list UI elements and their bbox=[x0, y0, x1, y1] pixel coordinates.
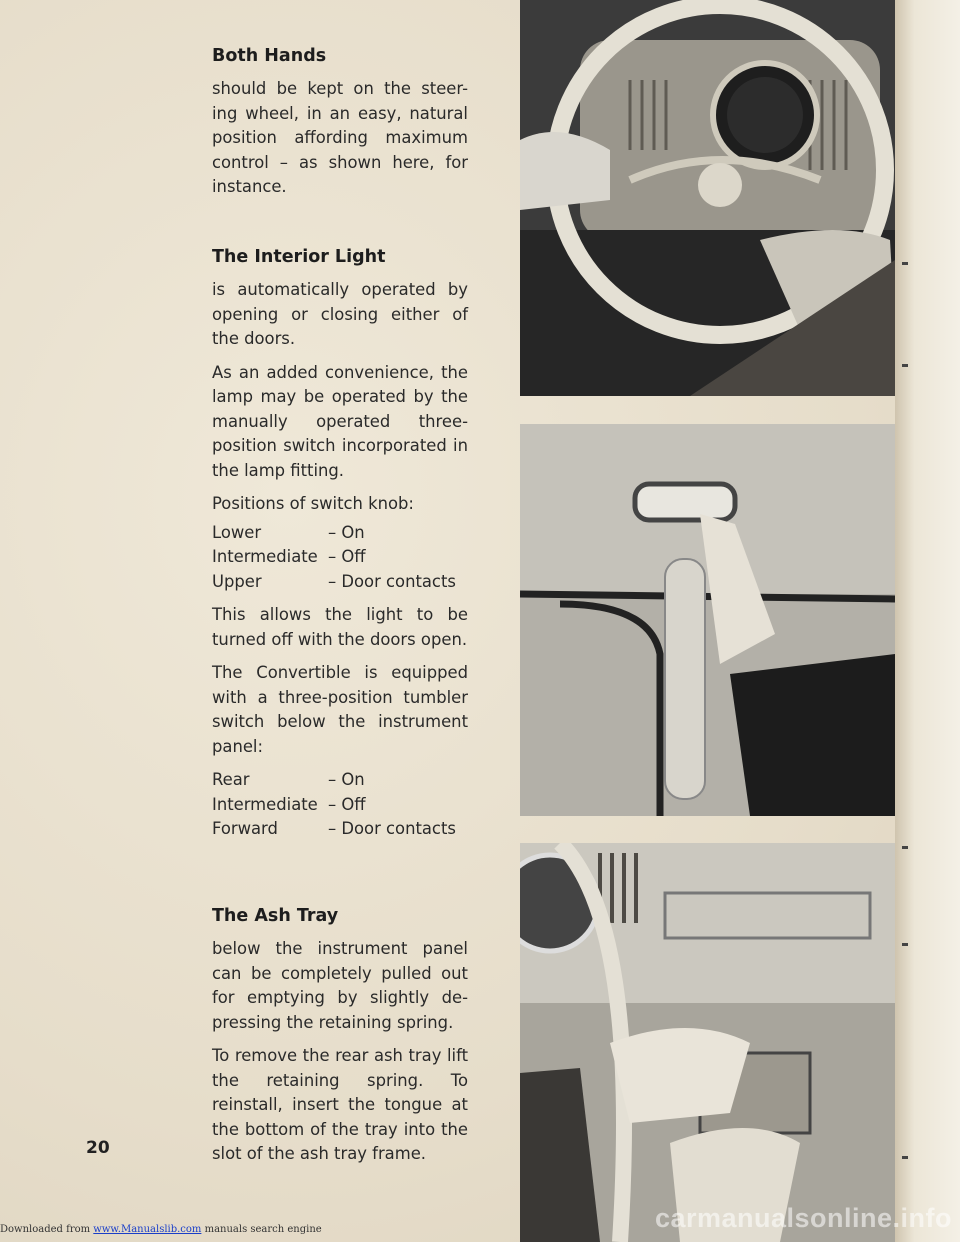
interior-light-paragraph-1: is automatically operated by opening or closing either of the doors. bbox=[212, 280, 468, 348]
photo-interior-light bbox=[520, 424, 895, 816]
edge-mark bbox=[902, 846, 908, 849]
position-value: – On bbox=[328, 522, 365, 542]
position-key: Upper bbox=[212, 571, 262, 591]
interior-light-paragraph-2: As an added convenience, the lamp may be operated by the manually operated three-position switch incorporated in the lamp fitting. bbox=[212, 362, 468, 480]
position-value: – On bbox=[328, 770, 365, 789]
position-row bbox=[212, 768, 468, 793]
position-value: – Door contacts bbox=[328, 571, 456, 591]
photo-ash-tray bbox=[520, 843, 895, 1242]
position-value: – Off bbox=[328, 794, 366, 814]
positions-intro: Positions of switch knob: bbox=[212, 494, 414, 513]
section-title-ash-tray: The Ash Tray bbox=[212, 906, 339, 926]
section-text-both-hands: should be kept on the steer-ing wheel, in an easy, natural position affording maximum control – as shown here, for instance. bbox=[212, 79, 468, 196]
section-interior-light bbox=[212, 245, 468, 842]
photo-steering-wheel bbox=[520, 0, 895, 396]
position-row bbox=[212, 793, 468, 818]
position-value: – Off bbox=[328, 547, 366, 566]
position-key: Intermediate bbox=[212, 547, 318, 566]
section-title-interior-light: The Interior Light bbox=[212, 247, 386, 267]
position-row bbox=[212, 817, 468, 842]
position-key: Intermediate bbox=[212, 794, 318, 814]
position-row bbox=[212, 570, 468, 595]
page-edge bbox=[895, 0, 960, 1242]
position-key: Forward bbox=[212, 819, 278, 838]
positions-list bbox=[212, 521, 468, 595]
section-both-hands bbox=[212, 44, 468, 209]
download-footer bbox=[0, 1224, 322, 1235]
manualslib-link[interactable]: www.Manualslib.com bbox=[93, 1224, 202, 1235]
section-title-both-hands: Both Hands bbox=[212, 46, 327, 66]
position-key: Lower bbox=[212, 522, 262, 542]
edge-mark bbox=[902, 364, 908, 367]
watermark: carmanualsonline.info bbox=[654, 1203, 952, 1233]
position-key: Rear bbox=[212, 770, 250, 789]
position-row bbox=[212, 545, 468, 570]
position-value: – Door contacts bbox=[328, 819, 456, 838]
footer-suffix: manuals search engine bbox=[201, 1224, 322, 1235]
edge-mark bbox=[902, 262, 908, 265]
ash-tray-paragraph-2: To remove the rear ash tray lift the retaining spring. To reinstall, insert the tongue at the bottom of the tray into the slot of the ash tray frame. bbox=[212, 1046, 468, 1163]
page-number: 20 bbox=[86, 1138, 110, 1158]
edge-mark bbox=[902, 943, 908, 946]
interior-light-paragraph-3: This allows the light to be turned off with the doors open. bbox=[212, 605, 468, 649]
edge-mark bbox=[902, 1156, 908, 1159]
footer-prefix: Downloaded from bbox=[0, 1224, 94, 1235]
section-ash-tray bbox=[212, 904, 468, 1176]
convertible-positions-list bbox=[212, 768, 468, 842]
interior-light-paragraph-4: The Convertible is equipped with a three-position tumbler switch below the instrument panel: bbox=[212, 663, 468, 756]
ash-tray-paragraph-1: below the instrument panel can be completely pulled out for emptying by slightly de-pressing the retaining spring. bbox=[212, 939, 468, 1032]
position-row bbox=[212, 521, 468, 546]
